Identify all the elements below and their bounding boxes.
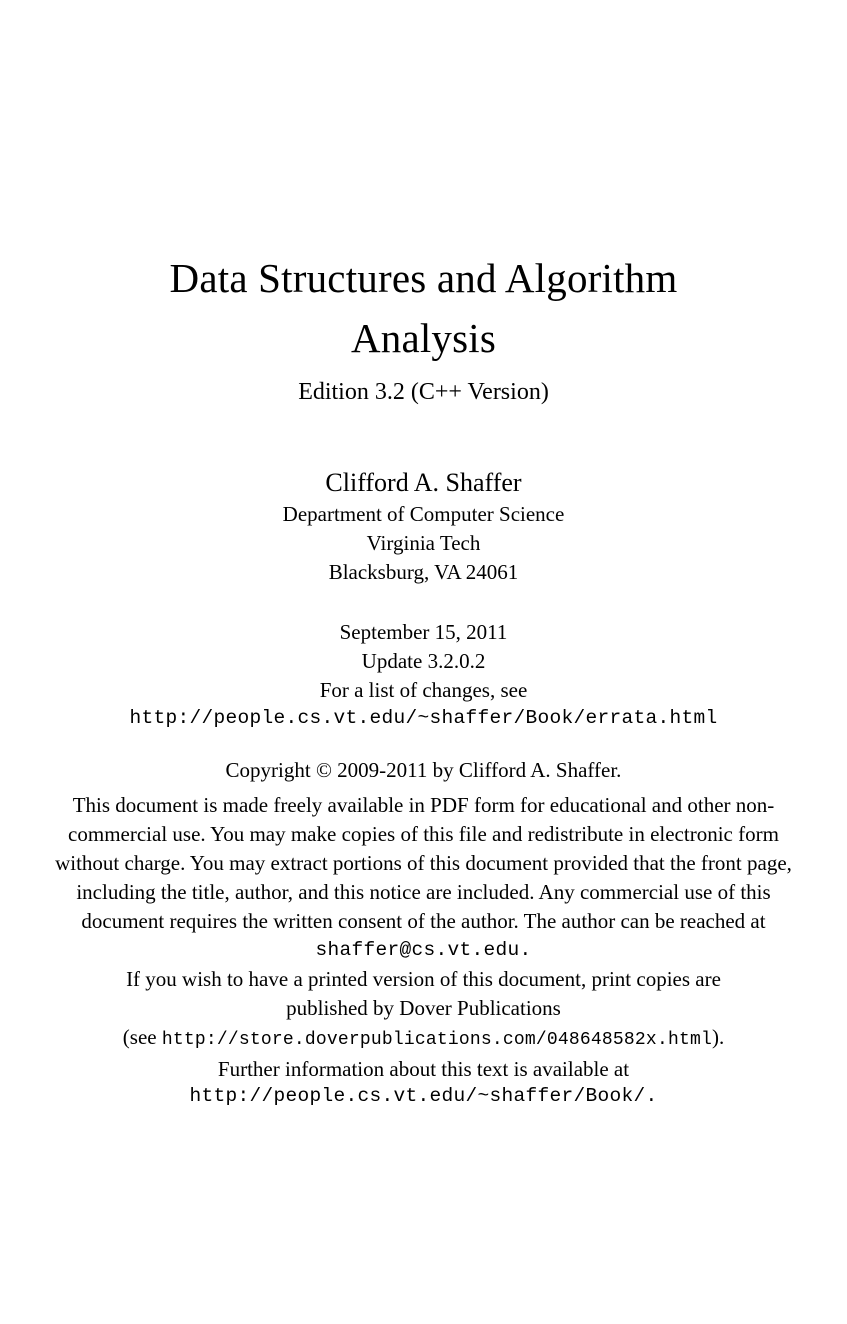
printed-version-line-1: If you wish to have a printed version of this document, print copies are [126, 967, 721, 991]
copyright-notice: Copyright © 2009-2011 by Clifford A. Shaffer. [225, 758, 622, 782]
author-block [0, 466, 847, 587]
update-version: Update 3.2.0.2 [361, 649, 486, 673]
further-info-label: Further information about this text is available at [217, 1057, 630, 1081]
see-suffix: ). [711, 1025, 725, 1049]
book-title-line-1: Data Structures and Algorithm [169, 255, 678, 301]
dover-see-line [0, 1023, 847, 1055]
author-institution: Virginia Tech [366, 531, 481, 555]
printed-version-line-2: published by Dover Publications [286, 996, 561, 1020]
license-notice: This document is made freely available in PDF form for educational and other non-commercial use. You may make copies of this file and redistribute in electronic form without charge. You may extract portions of this document provided that the front page, including the title, author, and this notice are included. Any commercial use of this document requires the written consent of the author. The author can be reached at [55, 793, 792, 933]
author-email-link[interactable]: shaffer@cs.vt.edu. [315, 939, 532, 961]
publication-date: September 15, 2011 [339, 620, 508, 644]
book-subtitle: Edition 3.2 (C++ Version) [298, 379, 549, 405]
legal-block [0, 756, 847, 1107]
author-department: Department of Computer Science [282, 502, 565, 526]
author-name: Clifford A. Shaffer [325, 468, 522, 497]
book-title [0, 248, 847, 408]
book-url-link[interactable]: http://people.cs.vt.edu/~shaffer/Book/. [189, 1085, 658, 1107]
changes-label: For a list of changes, see [319, 678, 528, 702]
errata-url-link[interactable]: http://people.cs.vt.edu/~shaffer/Book/errata.html [129, 707, 718, 729]
book-title-line-2: Analysis [350, 315, 497, 361]
dover-url-link[interactable]: http://store.doverpublications.com/048648582x.html [161, 1030, 712, 1050]
author-location: Blacksburg, VA 24061 [328, 560, 519, 584]
publication-block [0, 618, 847, 729]
see-prefix: (see [122, 1025, 157, 1049]
